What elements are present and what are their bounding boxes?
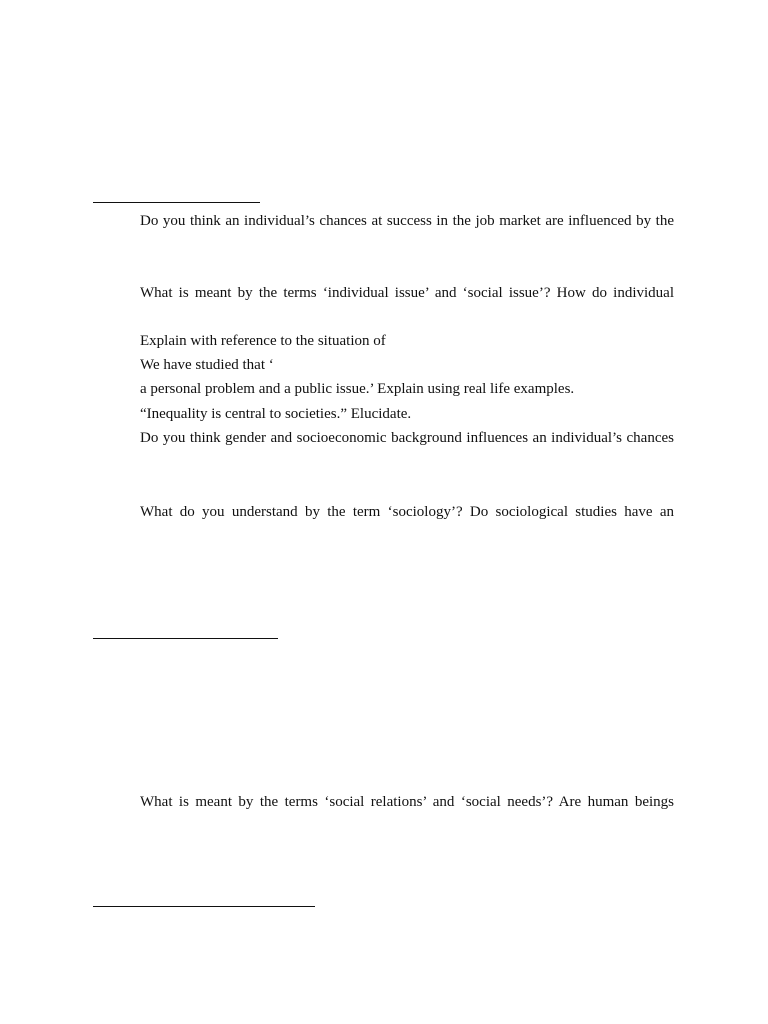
question-line-1: Do you think an individual’s chances at success in the job market are influenced by the (140, 213, 674, 229)
question-line-9: What is meant by the terms ‘social relations’ and ‘social needs’? Are human beings (140, 794, 674, 810)
question-line-5: a personal problem and a public issue.’ Explain using real life examples. (140, 381, 575, 397)
section-rule-3 (93, 906, 315, 907)
section-rule-2 (93, 638, 278, 639)
question-line-8: What do you understand by the term ‘sociology’? Do sociological studies have an (140, 504, 674, 520)
question-line-2: What is meant by the terms ‘individual issue’ and ‘social issue’? How do individual (140, 285, 674, 301)
question-line-6: “Inequality is central to societies.” Elucidate. (140, 406, 412, 422)
section-rule-1 (93, 202, 260, 203)
question-line-3: Explain with reference to the situation of (140, 333, 386, 349)
question-line-7: Do you think gender and socioeconomic background influences an individual’s chances (140, 430, 674, 446)
question-line-4: We have studied that ‘ (140, 357, 274, 373)
